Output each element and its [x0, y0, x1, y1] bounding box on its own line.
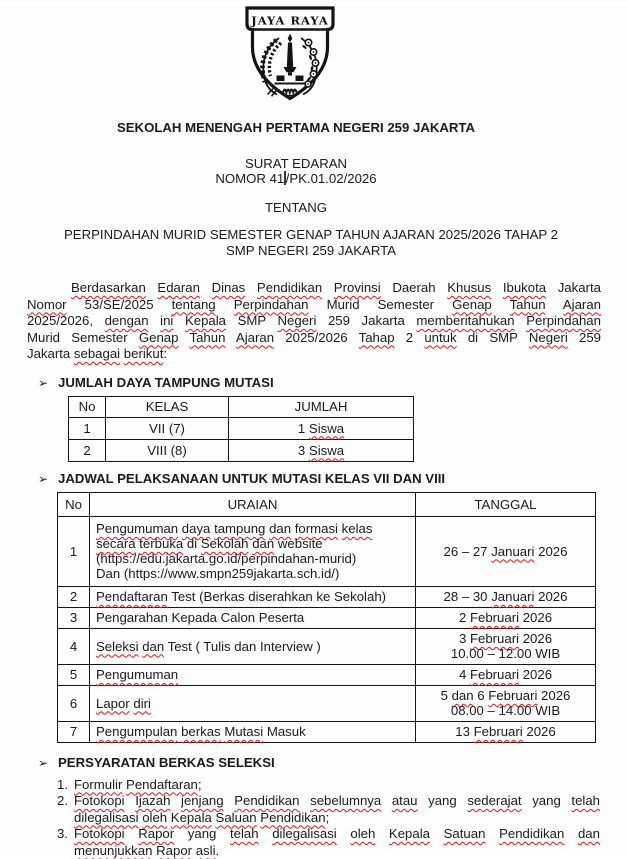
list-item-text: Fotokopi Rapor yang telah dilegalisasi oleh Kepala Satuan Pendidikan dan — [74, 826, 600, 843]
paragraph-line: 2025/2026, dengan ini Kepala SMP Negeri 259 Jakarta memberitahukan Perpindahan — [27, 313, 601, 330]
school-name: SEKOLAH MENENGAH PERTAMA NEGERI 259 JAKARTA — [0, 121, 592, 135]
arrow-bullet-icon: ➢ — [38, 376, 58, 391]
table-row — [69, 417, 414, 439]
cell-tanggal: 13 Februari 2026 — [416, 721, 596, 742]
cell-uraian: Pengarahan Kepada Calon Peserta — [90, 607, 416, 628]
cell-uraian: Pendaftaran Test (Berkas diserahkan ke Sekolah) — [90, 586, 416, 607]
coat-of-arms-svg — [242, 5, 338, 102]
paragraph-line: Jakarta sebagai berikut: — [27, 346, 601, 363]
list-item — [57, 777, 601, 794]
list-item-text: dilegalisasi oleh Kepala Saluan Pendidikan; — [74, 810, 600, 827]
paragraph-line: Nomor 53/SE/2025 tentang Perpindahan Murid Semester Genap Tahun Ajaran — [27, 297, 601, 314]
cell-no: 4 — [58, 628, 90, 664]
cell-no: 1 — [69, 417, 106, 439]
cell-jumlah: 1 Siswa — [229, 417, 414, 439]
list-item-text: menunjukkan Rapor asli. — [74, 843, 600, 859]
table-row — [58, 664, 596, 685]
table-row — [58, 607, 596, 628]
table-row — [58, 586, 596, 607]
cell-uraian: Seleksi dan Test ( Tulis dan Interview ) — [90, 628, 416, 664]
table-row — [58, 516, 596, 586]
cell-no: 6 — [58, 685, 90, 721]
col-header-tanggal: TANGGAL — [416, 492, 596, 516]
requirements-list — [57, 777, 601, 859]
table-header-row — [69, 396, 414, 417]
table-header-row — [58, 492, 596, 516]
list-item — [57, 826, 601, 859]
cell-uraian: Pengumuman — [90, 664, 416, 685]
cell-no: 5 — [58, 664, 90, 685]
arrow-bullet-icon: ➢ — [38, 472, 58, 487]
cell-tanggal: 26 – 27 Januari 2026 — [416, 516, 596, 586]
doc-number-right: /PK.01.02/2026 — [286, 171, 377, 186]
section-heading-requirements — [38, 755, 628, 771]
list-item-text: Fotokopi Ijazah jenjang Pendidikan sebelumnya atau yang sederajat yang telah — [74, 793, 600, 810]
subject-block — [0, 227, 622, 259]
cell-no: 2 — [69, 439, 106, 461]
capacity-table — [68, 396, 414, 462]
table-row — [58, 628, 596, 664]
list-item-number: 1. — [57, 777, 74, 794]
col-header-kelas: KELAS — [106, 396, 229, 417]
doc-number-left: NOMOR 41 — [215, 171, 284, 186]
section-title: JUMLAH DAYA TAMPUNG MUTASI — [58, 375, 274, 390]
intro-paragraph — [27, 280, 601, 363]
list-item — [57, 793, 601, 826]
cell-uraian: Lapor diri — [90, 685, 416, 721]
col-header-no: No — [58, 492, 90, 516]
cell-tanggal: 2 Februari 2026 — [416, 607, 596, 628]
schedule-table — [57, 492, 596, 743]
jakarta-coat-of-arms-logo — [242, 5, 338, 102]
cell-uraian: Pengumpulan berkas Mutasi Masuk — [90, 721, 416, 742]
cell-no: 1 — [58, 516, 90, 586]
doc-number — [0, 171, 592, 186]
paragraph-line: Murid Semester Genap Tahun Ajaran 2025/2026 Tahap 2 untuk di SMP Negeri 259 — [27, 330, 601, 347]
list-item-number: 3. — [57, 826, 74, 859]
cell-uraian: Pengumuman daya tampung dan formasi kelas secara terbuka di Sekolah dan website (https://edu.jakarta.go.id/perpindahan-murid) Dan (https://www.smpn259jakarta.sch.id/) — [90, 516, 416, 586]
about-label: TENTANG — [0, 200, 592, 215]
cell-no: 2 — [58, 586, 90, 607]
list-item-text: Formulir Pendaftaran; — [74, 777, 600, 794]
col-header-no: No — [69, 396, 106, 417]
cell-kelas: VIII (8) — [106, 439, 229, 461]
section-heading-schedule — [38, 471, 628, 487]
table-row — [69, 439, 414, 461]
document-page — [0, 5, 628, 850]
col-header-uraian: URAIAN — [90, 492, 416, 516]
col-header-jumlah: JUMLAH — [229, 396, 414, 417]
cell-no: 7 — [58, 721, 90, 742]
motto-mark — [285, 95, 296, 96]
list-item-number: 2. — [57, 793, 74, 826]
cell-tanggal: 28 – 30 Januari 2026 — [416, 586, 596, 607]
subject-line-1: PERPINDAHAN MURID SEMESTER GENAP TAHUN AJARAN 2025/2026 TAHAP 2 — [0, 227, 622, 243]
section-title: PERSYARATAN BERKAS SELEKSI — [58, 755, 275, 770]
table-row — [58, 721, 596, 742]
cell-no: 3 — [58, 607, 90, 628]
letterhead — [0, 121, 592, 215]
table-row — [58, 685, 596, 721]
arrow-bullet-icon: ➢ — [38, 756, 58, 771]
section-heading-capacity — [38, 375, 628, 391]
cell-tanggal: 4 Februari 2026 — [416, 664, 596, 685]
section-title: JADWAL PELAKSANAAN UNTUK MUTASI KELAS VII DAN VIII — [58, 471, 445, 486]
subject-line-2: SMP NEGERI 259 JAKARTA — [0, 243, 622, 259]
paragraph-line: Berdasarkan Edaran Dinas Pendidikan Provinsi Daerah Khusus Ibukota Jakarta — [27, 280, 601, 297]
cell-kelas: VII (7) — [106, 417, 229, 439]
cell-tanggal: 5 dan 6 Februari 2026 08.00 – 14.00 WIB — [416, 685, 596, 721]
jaya-raya-text: JAYA RAYA — [250, 14, 329, 28]
cell-jumlah: 3 Siswa — [229, 439, 414, 461]
cell-tanggal: 3 Februari 2026 10.00 – 12.00 WIB — [416, 628, 596, 664]
doc-type-title: SURAT EDARAN — [0, 156, 592, 171]
